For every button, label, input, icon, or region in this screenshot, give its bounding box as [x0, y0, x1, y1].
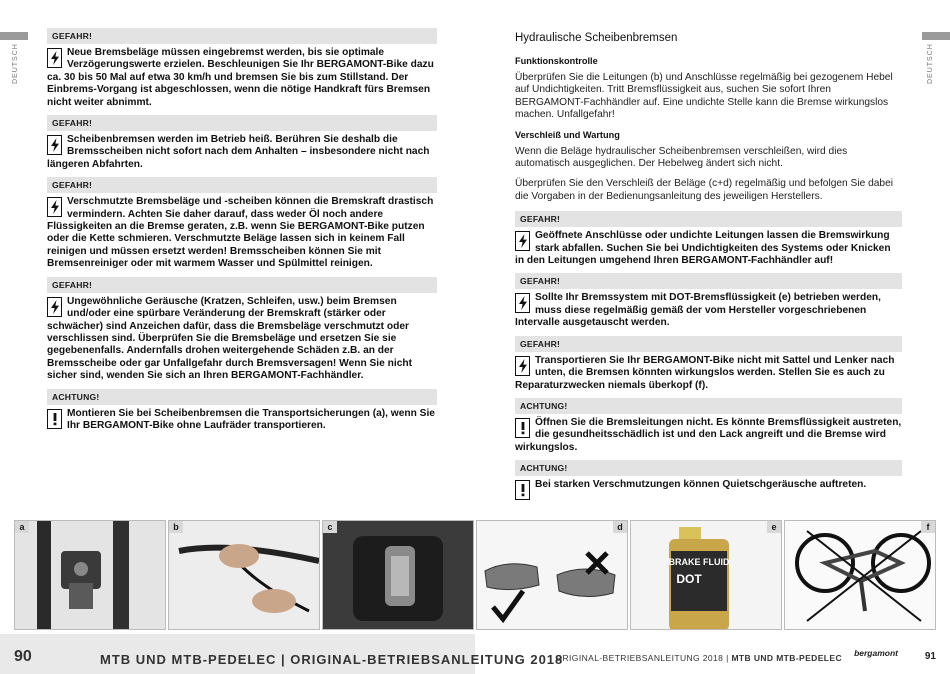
- warning-text: Sollte Ihr Bremssystem mit DOT-Bremsflüssigkeit (e) betrieben werden, muss diese regelmäßig gemäß der vom Hersteller vorgeschriebenen Intervalle ausgetauscht werden.: [515, 292, 881, 329]
- warning-body: [47, 196, 437, 270]
- left-page-number: 90: [14, 648, 32, 665]
- body-paragraph: Überprüfen Sie die Leitungen (b) und Anschlüsse regelmäßig bei gezogenem Hebel auf Undichtigkeiten. Tritt Bremsflüssigkeit aus, suchen Sie sofort Ihren BERGAMONT-Fachhändler auf. Eine undichte Stelle kann die Bremse wirkungslos machen. Unfallgefahr!: [515, 72, 893, 121]
- lightning-icon: [47, 297, 62, 317]
- photo-tag: c: [323, 521, 337, 533]
- warning-text: Neue Bremsbeläge müssen eingebremst werden, bis sie optimale Verzögerungswerte erzielen. Beschleunigen Sie Ihr BERGAMONT-Bike dazu ca. 30 bis 50 Mal auf etwa 30 km/h und bremsen Sie bis zum Stillstand. Der Einbrems-Vorgang ist abgeschlossen, wenn die nötige Handkraft fürs Bremsen nicht weiter abnimmt.: [47, 47, 434, 108]
- warning-heading: ACHTUNG!: [515, 398, 902, 414]
- warning-body: [515, 417, 902, 454]
- body-paragraph: Wenn die Beläge hydraulischer Scheibenbremsen verschleißen, wird dies automatisch ausgeglichen. Der Hebelweg ändert sich nicht.: [515, 145, 848, 170]
- side-language-label: DEUTSCH: [927, 43, 934, 84]
- footer-model-label: MTB UND MTB-PEDELEC: [731, 653, 842, 663]
- warning-heading: GEFAHR!: [47, 177, 437, 193]
- subsection-heading: Funktionskontrolle: [515, 56, 598, 66]
- body-paragraph: Überprüfen Sie den Verschleiß der Beläge (c+d) regelmäßig und befolgen Sie dabei die Vorgaben in der Bedienungsanleitung des jeweiligen Herstellers.: [515, 178, 894, 202]
- photo-pad-wear-check: [476, 520, 628, 630]
- warning-heading: ACHTUNG!: [47, 389, 437, 405]
- subsection-heading: Verschleiß und Wartung: [515, 129, 620, 140]
- photo-tag: b: [169, 521, 183, 533]
- exclamation-icon: [515, 418, 530, 438]
- photo-bike-upside-down: [784, 520, 936, 630]
- side-language-label: DEUTSCH: [12, 43, 19, 84]
- bottle-label-text-1: BRAKE FLUID: [668, 557, 730, 567]
- warning-body: [515, 230, 902, 267]
- side-tab-marker: [922, 32, 950, 40]
- warning-heading: GEFAHR!: [515, 211, 902, 227]
- left-footer: [0, 634, 564, 674]
- warning-body: [515, 479, 902, 491]
- section-title: Hydraulische Scheibenbremsen: [515, 32, 678, 44]
- photo-brake-lines: [168, 520, 320, 630]
- exclamation-icon: [515, 480, 530, 500]
- photo-tag: a: [15, 521, 29, 533]
- caliper-illustration: [323, 521, 474, 630]
- warning-box: [515, 211, 902, 267]
- warning-text: Scheibenbremsen werden im Betrieb heiß. Berühren Sie deshalb die Bremsscheiben nicht sofort nach dem Anhalten – insbesondere nicht nach längeren Abfahrten.: [47, 134, 430, 170]
- footer-manual-label: ORIGINAL-BETRIEBSANLEITUNG 2018: [555, 653, 724, 663]
- warning-box: [515, 336, 902, 392]
- warning-heading: GEFAHR!: [515, 273, 902, 289]
- footer-separator: |: [726, 653, 729, 663]
- bottle-label-text-2: DOT: [676, 572, 702, 586]
- warning-heading: GEFAHR!: [47, 28, 437, 44]
- exclamation-icon: [47, 409, 62, 429]
- warning-heading: GEFAHR!: [47, 277, 437, 293]
- warning-text: Montieren Sie bei Scheibenbremsen die Transportsicherungen (a), wenn Sie Ihr BERGAMONT-Bike ohne Laufräder transportieren.: [67, 407, 435, 431]
- brake-lines-illustration: [169, 521, 320, 630]
- left-warning-list: [47, 28, 437, 438]
- transport-lock-illustration: [15, 521, 166, 630]
- warning-box: [515, 460, 902, 491]
- warning-body: [47, 296, 437, 383]
- pad-wear-illustration: [477, 521, 628, 630]
- warning-box: [47, 277, 437, 383]
- warning-text: Ungewöhnliche Geräusche (Kratzen, Schleifen, usw.) beim Bremsen und/oder eine spürbare Veränderung der Bremskraft (stärker oder schwächer) sind Anzeichen dafür, dass die Bremsbeläge verschmutzt oder verschlissen sind. Überprüfen Sie die Bremsbeläge und ersetzen Sie sie gegebenenfalls. Andernfalls drohen weitergehende Schäden z.B. an der Bremsscheibe oder gar Unfallgefahr durch Bremsversagen! Wenn Sie nicht sicher sind, wenden Sie sich an Ihren BERGAMONT-Fachhändler.: [47, 295, 412, 382]
- photo-transport-lock: [14, 520, 166, 630]
- photo-dot-brake-fluid: [630, 520, 782, 630]
- warning-body: [47, 134, 437, 171]
- warning-body: [47, 47, 437, 109]
- warning-text: Geöffnete Anschlüsse oder undichte Leitungen lassen die Bremswirkung stark abfallen. Suchen Sie bei Undichtigkeiten des Systems oder Knicken in den Leitungen umgehend Ihren BERGAMONT-Fachhändler auf!: [515, 230, 891, 267]
- right-footer-title: [556, 653, 843, 663]
- warning-box: [47, 28, 437, 109]
- warning-box: [47, 389, 437, 433]
- photo-tag: f: [921, 521, 935, 533]
- warning-heading: GEFAHR!: [515, 336, 902, 352]
- warning-body: [47, 408, 437, 433]
- side-tab-marker: [0, 32, 28, 40]
- right-warning-list: [515, 211, 902, 491]
- warning-heading: ACHTUNG!: [515, 460, 902, 476]
- right-content: [515, 28, 902, 500]
- page-footer: [0, 634, 950, 674]
- lightning-icon: [47, 197, 62, 217]
- warning-text: Transportieren Sie Ihr BERGAMONT-Bike nicht mit Sattel und Lenker nach unten, die Bremsen könnten wirkungslos werden. Stellen Sie es auch zu Reparaturzwecken niemals überkopf (f).: [515, 354, 895, 391]
- warning-box: [515, 273, 902, 329]
- photo-tag: d: [613, 521, 627, 533]
- warning-heading: GEFAHR!: [47, 115, 437, 131]
- brand-logo: bergamont: [854, 648, 898, 658]
- brake-fluid-bottle: [631, 521, 782, 630]
- image-strip: [14, 520, 936, 630]
- upside-down-bike-illustration: [785, 521, 936, 630]
- warning-box: [47, 177, 437, 270]
- warning-text: Öffnen Sie die Bremsleitungen nicht. Es könnte Bremsflüssigkeit austreten, die gesundheitsschädlich ist und den Lack angreift und die Bremse wird wirkungslos.: [515, 416, 902, 453]
- lightning-icon: [515, 293, 530, 313]
- lightning-icon: [47, 48, 62, 68]
- right-page-number: 91: [924, 651, 936, 662]
- lightning-icon: [515, 356, 530, 376]
- warning-text: Bei starken Verschmutzungen können Quietschgeräusche auftreten.: [535, 479, 867, 491]
- lightning-icon: [47, 135, 62, 155]
- warning-box: [47, 115, 437, 171]
- lightning-icon: [515, 231, 530, 251]
- warning-box: [515, 398, 902, 454]
- warning-text: Verschmutzte Bremsbeläge und -scheiben können die Bremskraft drastisch vermindern. Achten Sie daher darauf, dass weder Öl noch andere Flüssigkeiten an die Bremse geraten, z.B. wenn Sie BERGAMONT-Bike putzen oder die Kette schmieren. Verschmutzte Beläge lassen sich in keinem Fall reinigen und müssen ersetzt werden! Bremsscheiben können Sie mit Bremsenreiniger oder mit warmem Wasser und Spülmittel reinigen.: [47, 196, 434, 270]
- warning-body: [515, 292, 902, 329]
- warning-body: [515, 355, 902, 392]
- photo-tag: e: [767, 521, 781, 533]
- photo-brake-pads-caliper: [322, 520, 474, 630]
- right-sections: [515, 56, 902, 203]
- left-footer-title: MTB UND MTB-PEDELEC | ORIGINAL-BETRIEBSANLEITUNG 2018: [100, 652, 564, 667]
